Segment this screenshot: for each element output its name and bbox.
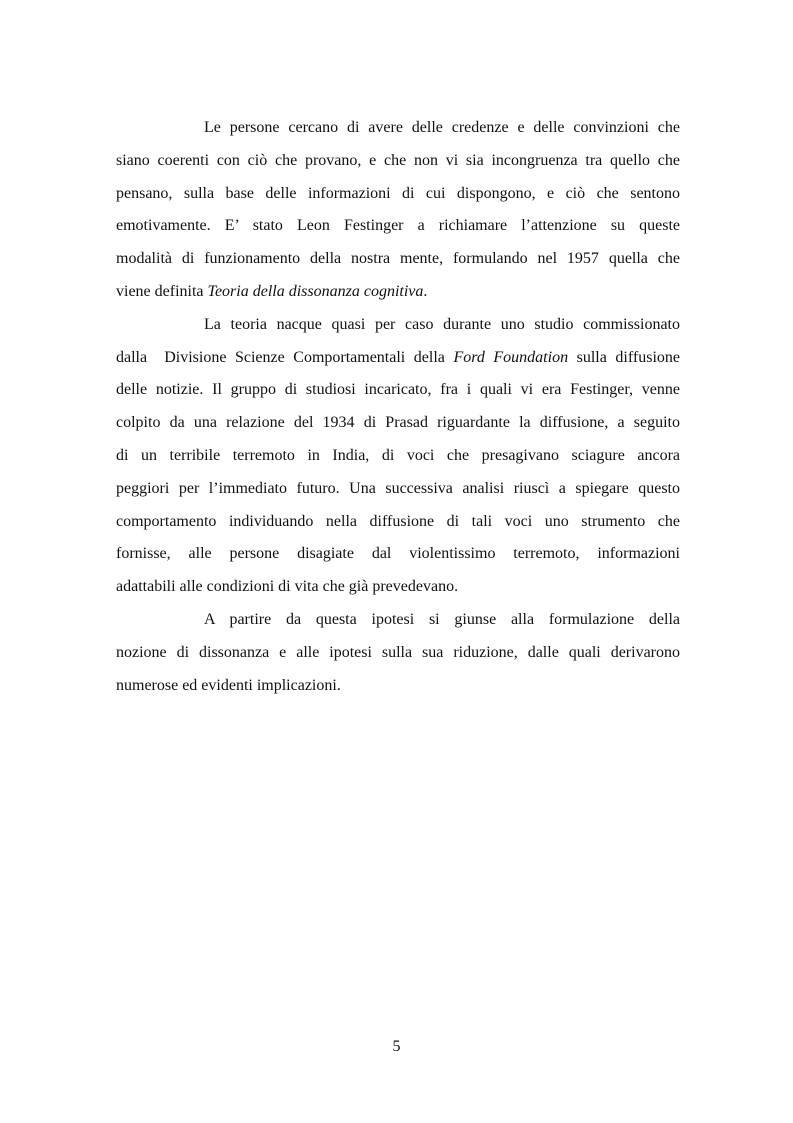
text-line: fornisse, alle persone disagiate dal violentissimo terremoto, informazioni	[116, 545, 680, 563]
document-body	[116, 112, 680, 702]
paragraph-3	[116, 604, 680, 702]
text-line: modalità di funzionamento della nostra mente, formulando nel 1957 quella che	[116, 250, 680, 268]
text-line: Le persone cercano di avere delle credenze e delle convinzioni che	[204, 119, 680, 136]
text-line: La teoria nacque quasi per caso durante uno studio commissionato	[204, 315, 680, 333]
text-line: peggiori per l’immediato futuro. Una successiva analisi riuscì a spiegare questo	[116, 479, 680, 497]
text-line: di un terribile terremoto in India, di voci che presagivano sciagure ancora	[116, 446, 680, 464]
text-line: nozione di dissonanza e alle ipotesi sulla sua riduzione, dalle quali derivarono	[116, 643, 680, 661]
text-line: numerose ed evidenti implicazioni.	[116, 676, 341, 694]
paragraph-1	[116, 112, 680, 309]
text-line: A partire da questa ipotesi si giunse alla formulazione della	[204, 610, 680, 628]
italic-title-teoria: Teoria della dissonanza cognitiva	[207, 282, 424, 300]
text-line: pensano, sulla base delle informazioni di cui dispongono, e ciò che sentono	[116, 184, 680, 202]
italic-ford-foundation: Ford Foundation	[453, 348, 569, 366]
paragraph-2	[116, 309, 680, 604]
text-line: comportamento individuando nella diffusione di tali voci uno strumento che	[116, 512, 680, 530]
page-number: 5	[392, 1038, 401, 1055]
text-line: emotivamente. E’ stato Leon Festinger a richiamare l’attenzione su queste	[116, 217, 680, 235]
text-line: viene definita Teoria della dissonanza cognitiva.	[116, 282, 428, 300]
text-line: colpito da una relazione del 1934 di Prasad riguardante la diffusione, a seguito	[116, 414, 680, 432]
text-line: dalla Divisione Scienze Comportamentali della Ford Foundation sulla diffusione	[116, 348, 680, 366]
text-line: siano coerenti con ciò che provano, e che non vi sia incongruenza tra quello che	[116, 151, 680, 169]
text-line: delle notizie. Il gruppo di studiosi incaricato, fra i quali vi era Festinger, venne	[116, 381, 680, 399]
text-line: adattabili alle condizioni di vita che già prevedevano.	[116, 578, 459, 596]
